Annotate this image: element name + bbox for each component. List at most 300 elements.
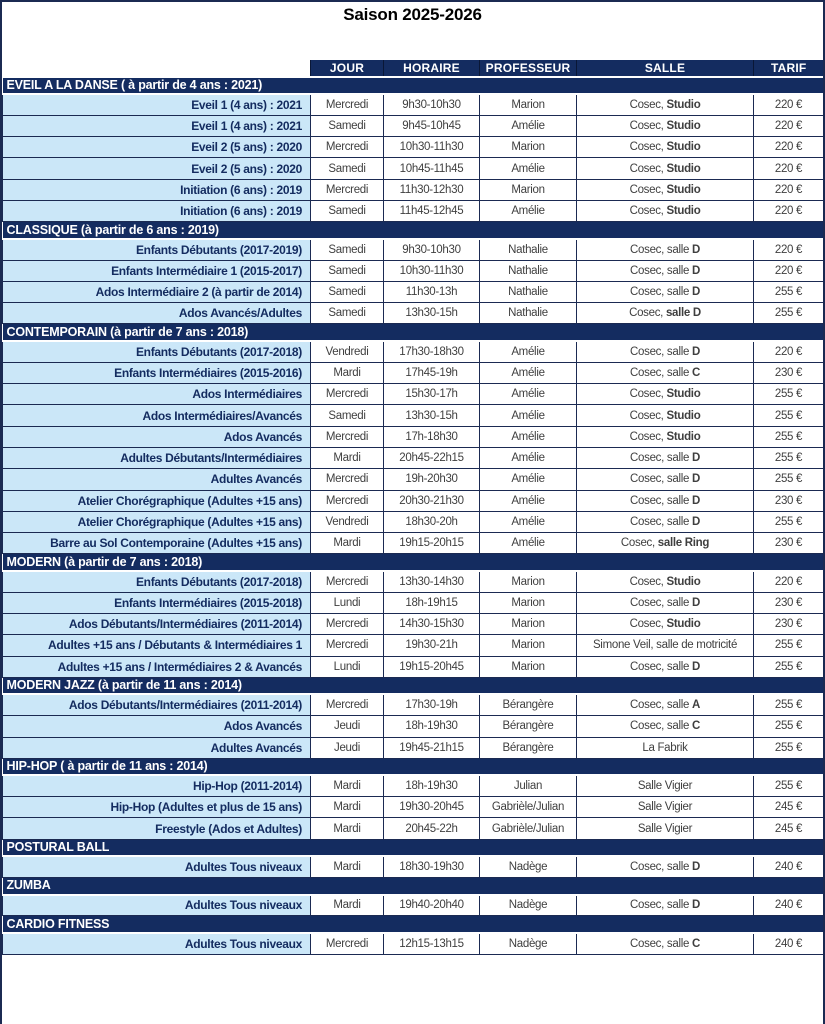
- salle-text: Simone Veil, salle de motricité: [592, 639, 738, 652]
- table-row: [3, 775, 824, 796]
- section-header: [3, 758, 824, 775]
- table-row: [3, 281, 824, 302]
- cell-tarif: 255 €: [754, 737, 824, 758]
- column-header-professeur: PROFESSEUR: [480, 60, 577, 77]
- cell-tarif: 240 €: [754, 895, 824, 916]
- cell-professeur: Nadège: [480, 933, 577, 954]
- table-row: [3, 895, 824, 916]
- salle-text: Cosec, salle: [630, 243, 692, 256]
- cell-course-label: Ados Avancés/Adultes: [3, 303, 311, 324]
- cell-professeur: Amélie: [480, 362, 577, 383]
- salle-text: Cosec, salle: [630, 720, 692, 733]
- cell-tarif: 255 €: [754, 511, 824, 532]
- salle-text-bold: Studio: [666, 430, 701, 443]
- cell-salle: [577, 362, 754, 383]
- cell-horaire: 9h30-10h30: [384, 239, 480, 260]
- cell-salle: [577, 614, 754, 635]
- salle-text-bold: C: [691, 720, 700, 733]
- cell-course-label: Ados Débutants/Intermédiaires (2011-2014): [3, 694, 311, 715]
- cell-jour: Samedi: [311, 239, 384, 260]
- cell-horaire: 17h30-19h: [384, 694, 480, 715]
- cell-salle: [577, 571, 754, 592]
- salle-text-bold: D: [691, 473, 700, 486]
- cell-jour: Mercredi: [311, 137, 384, 158]
- cell-horaire: 12h15-13h15: [384, 933, 480, 954]
- cell-salle: [577, 856, 754, 877]
- cell-professeur: Marion: [480, 592, 577, 613]
- cell-horaire: 19h40-20h40: [384, 895, 480, 916]
- salle-text-bold: D: [691, 861, 700, 874]
- salle-text-bold: Studio: [666, 141, 701, 154]
- cell-horaire: 9h30-10h30: [384, 94, 480, 115]
- cell-course-label: Initiation (6 ans) : 2019: [3, 179, 311, 200]
- table-row: [3, 469, 824, 490]
- cell-course-label: Enfants Débutants (2017-2019): [3, 239, 311, 260]
- cell-tarif: 240 €: [754, 933, 824, 954]
- cell-course-label: Ados Avancés: [3, 426, 311, 447]
- cell-professeur: Amélie: [480, 405, 577, 426]
- salle-text: Cosec,: [629, 98, 667, 111]
- cell-tarif: 230 €: [754, 490, 824, 511]
- salle-text: Cosec,: [629, 162, 667, 175]
- cell-jour: Mardi: [311, 362, 384, 383]
- cell-horaire: 20h30-21h30: [384, 490, 480, 511]
- cell-salle: [577, 426, 754, 447]
- salle-text-bold: Studio: [666, 205, 701, 218]
- schedule-table: [2, 60, 824, 955]
- section-header-label: CLASSIQUE (à partir de 6 ans : 2019): [3, 222, 824, 239]
- cell-tarif: 220 €: [754, 94, 824, 115]
- cell-tarif: 255 €: [754, 656, 824, 677]
- cell-salle: [577, 200, 754, 221]
- cell-salle: [577, 405, 754, 426]
- cell-salle: [577, 818, 754, 839]
- cell-tarif: 230 €: [754, 592, 824, 613]
- cell-course-label: Ados Débutants/Intermédiaires (2011-2014): [3, 614, 311, 635]
- cell-course-label: Adultes +15 ans / Débutants & Intermédiaires 1: [3, 635, 311, 656]
- salle-text-bold: Studio: [666, 618, 701, 631]
- section-header: [3, 677, 824, 694]
- cell-salle: [577, 239, 754, 260]
- cell-professeur: Amélie: [480, 426, 577, 447]
- cell-professeur: Nathalie: [480, 281, 577, 302]
- cell-professeur: Amélie: [480, 533, 577, 554]
- cell-professeur: Marion: [480, 656, 577, 677]
- cell-salle: [577, 635, 754, 656]
- cell-course-label: Eveil 1 (4 ans) : 2021: [3, 115, 311, 136]
- cell-professeur: Bérangère: [480, 694, 577, 715]
- cell-horaire: 17h-18h30: [384, 426, 480, 447]
- cell-horaire: 19h-20h30: [384, 469, 480, 490]
- cell-horaire: 11h45-12h45: [384, 200, 480, 221]
- section-header: [3, 77, 824, 94]
- salle-text: Cosec, salle: [630, 452, 692, 465]
- cell-course-label: Ados Avancés: [3, 716, 311, 737]
- cell-tarif: 220 €: [754, 341, 824, 362]
- cell-horaire: 18h30-20h: [384, 511, 480, 532]
- cell-salle: [577, 260, 754, 281]
- cell-course-label: Adultes +15 ans / Intermédiaires 2 & Avancés: [3, 656, 311, 677]
- column-header-blank: [3, 60, 311, 77]
- salle-text: Cosec,: [620, 537, 658, 550]
- section-header-label: MODERN (à partir de 7 ans : 2018): [3, 554, 824, 571]
- cell-course-label: Eveil 2 (5 ans) : 2020: [3, 137, 311, 158]
- salle-text-bold: Studio: [666, 162, 701, 175]
- cell-jour: Mercredi: [311, 94, 384, 115]
- cell-professeur: Nathalie: [480, 260, 577, 281]
- column-header-horaire: HORAIRE: [384, 60, 480, 77]
- cell-course-label: Ados Intermédiaire 2 (à partir de 2014): [3, 281, 311, 302]
- cell-jour: Mercredi: [311, 490, 384, 511]
- cell-horaire: 10h45-11h45: [384, 158, 480, 179]
- cell-jour: Samedi: [311, 405, 384, 426]
- table-row: [3, 737, 824, 758]
- cell-professeur: Nathalie: [480, 239, 577, 260]
- cell-professeur: Gabrièle/Julian: [480, 797, 577, 818]
- salle-text-bold: D: [691, 899, 700, 912]
- cell-course-label: Hip-Hop (Adultes et plus de 15 ans): [3, 797, 311, 818]
- salle-text: Cosec, salle: [630, 473, 692, 486]
- cell-horaire: 13h30-14h30: [384, 571, 480, 592]
- salle-text: Salle Vigier: [637, 822, 693, 835]
- table-row: [3, 797, 824, 818]
- table-row: [3, 341, 824, 362]
- cell-horaire: 11h30-12h30: [384, 179, 480, 200]
- cell-tarif: 255 €: [754, 469, 824, 490]
- table-row: [3, 656, 824, 677]
- cell-professeur: Marion: [480, 635, 577, 656]
- column-header-salle: SALLE: [577, 60, 754, 77]
- cell-jour: Mercredi: [311, 571, 384, 592]
- cell-course-label: Eveil 2 (5 ans) : 2020: [3, 158, 311, 179]
- salle-text-bold: D: [691, 243, 700, 256]
- cell-professeur: Bérangère: [480, 716, 577, 737]
- cell-salle: [577, 933, 754, 954]
- cell-horaire: 17h30-18h30: [384, 341, 480, 362]
- cell-horaire: 10h30-11h30: [384, 137, 480, 158]
- table-row: [3, 614, 824, 635]
- table-row: [3, 571, 824, 592]
- table-row: [3, 490, 824, 511]
- salle-text: Cosec,: [629, 119, 667, 132]
- cell-tarif: 255 €: [754, 303, 824, 324]
- cell-salle: [577, 490, 754, 511]
- table-row: [3, 260, 824, 281]
- cell-jour: Mercredi: [311, 614, 384, 635]
- cell-professeur: Gabrièle/Julian: [480, 818, 577, 839]
- salle-text-bold: D: [691, 660, 700, 673]
- cell-course-label: Ados Intermédiaires/Avancés: [3, 405, 311, 426]
- table-row: [3, 405, 824, 426]
- cell-jour: Mardi: [311, 818, 384, 839]
- cell-jour: Mardi: [311, 447, 384, 468]
- cell-jour: Jeudi: [311, 737, 384, 758]
- cell-course-label: Atelier Chorégraphique (Adultes +15 ans): [3, 490, 311, 511]
- section-header: [3, 839, 824, 856]
- cell-salle: [577, 592, 754, 613]
- cell-course-label: Initiation (6 ans) : 2019: [3, 200, 311, 221]
- cell-tarif: 230 €: [754, 362, 824, 383]
- cell-course-label: Eveil 1 (4 ans) : 2021: [3, 94, 311, 115]
- cell-tarif: 255 €: [754, 716, 824, 737]
- cell-salle: [577, 384, 754, 405]
- cell-salle: [577, 895, 754, 916]
- cell-jour: Samedi: [311, 158, 384, 179]
- cell-tarif: 220 €: [754, 239, 824, 260]
- salle-text: Cosec,: [629, 183, 667, 196]
- cell-horaire: 17h45-19h: [384, 362, 480, 383]
- salle-text: Cosec, salle: [630, 264, 692, 277]
- cell-horaire: 19h30-21h: [384, 635, 480, 656]
- cell-jour: Mercredi: [311, 426, 384, 447]
- cell-salle: [577, 303, 754, 324]
- cell-horaire: 13h30-15h: [384, 303, 480, 324]
- table-row: [3, 384, 824, 405]
- cell-tarif: 220 €: [754, 260, 824, 281]
- cell-professeur: Amélie: [480, 447, 577, 468]
- salle-text-bold: salle Ring: [657, 537, 710, 550]
- cell-salle: [577, 158, 754, 179]
- cell-horaire: 9h45-10h45: [384, 115, 480, 136]
- table-row: [3, 856, 824, 877]
- cell-salle: [577, 179, 754, 200]
- cell-horaire: 18h-19h30: [384, 775, 480, 796]
- section-header-label: HIP-HOP ( à partir de 11 ans : 2014): [3, 758, 824, 775]
- cell-course-label: Ados Intermédiaires: [3, 384, 311, 405]
- cell-course-label: Adultes Tous niveaux: [3, 895, 311, 916]
- section-header-label: ZUMBA: [3, 878, 824, 895]
- cell-horaire: 14h30-15h30: [384, 614, 480, 635]
- column-header-row: [3, 60, 824, 77]
- salle-text-bold: D: [691, 452, 700, 465]
- cell-jour: Samedi: [311, 303, 384, 324]
- table-row: [3, 933, 824, 954]
- salle-text: Cosec,: [629, 205, 667, 218]
- cell-salle: [577, 94, 754, 115]
- cell-jour: Jeudi: [311, 716, 384, 737]
- table-row: [3, 179, 824, 200]
- section-header: [3, 878, 824, 895]
- table-row: [3, 115, 824, 136]
- schedule-body: [3, 77, 824, 954]
- salle-text-bold: C: [691, 366, 700, 379]
- cell-salle: [577, 281, 754, 302]
- cell-professeur: Nadège: [480, 895, 577, 916]
- cell-professeur: Amélie: [480, 469, 577, 490]
- cell-jour: Mardi: [311, 533, 384, 554]
- cell-horaire: 11h30-13h: [384, 281, 480, 302]
- cell-professeur: Amélie: [480, 158, 577, 179]
- salle-text: Cosec, salle: [630, 494, 692, 507]
- table-row: [3, 694, 824, 715]
- column-header-jour: JOUR: [311, 60, 384, 77]
- section-header: [3, 554, 824, 571]
- cell-course-label: Enfants Intermédiaire 1 (2015-2017): [3, 260, 311, 281]
- salle-text-bold: D: [691, 286, 700, 299]
- cell-professeur: Amélie: [480, 200, 577, 221]
- cell-course-label: Freestyle (Ados et Adultes): [3, 818, 311, 839]
- cell-salle: [577, 115, 754, 136]
- cell-professeur: Marion: [480, 614, 577, 635]
- cell-horaire: 18h30-19h30: [384, 856, 480, 877]
- cell-jour: Samedi: [311, 115, 384, 136]
- cell-horaire: 19h45-21h15: [384, 737, 480, 758]
- title-area: [2, 2, 823, 60]
- cell-tarif: 255 €: [754, 447, 824, 468]
- cell-professeur: Marion: [480, 94, 577, 115]
- salle-text-bold: D: [691, 345, 700, 358]
- table-row: [3, 362, 824, 383]
- table-row: [3, 533, 824, 554]
- salle-text: Cosec, salle: [630, 596, 692, 609]
- cell-horaire: 19h30-20h45: [384, 797, 480, 818]
- salle-text: Cosec, salle: [630, 345, 692, 358]
- cell-professeur: Nathalie: [480, 303, 577, 324]
- cell-tarif: 230 €: [754, 533, 824, 554]
- salle-text-bold: Studio: [666, 409, 701, 422]
- salle-text: Salle Vigier: [637, 801, 693, 814]
- cell-course-label: Adultes Débutants/Intermédiaires: [3, 447, 311, 468]
- salle-text: Cosec,: [629, 618, 667, 631]
- table-row: [3, 426, 824, 447]
- salle-text: Cosec,: [629, 409, 667, 422]
- cell-professeur: Amélie: [480, 490, 577, 511]
- cell-tarif: 255 €: [754, 405, 824, 426]
- salle-text: Cosec,: [629, 141, 667, 154]
- salle-text: Cosec, salle: [630, 286, 692, 299]
- cell-professeur: Julian: [480, 775, 577, 796]
- salle-text-bold: Studio: [666, 98, 701, 111]
- cell-tarif: 255 €: [754, 384, 824, 405]
- section-header: [3, 324, 824, 341]
- cell-course-label: Enfants Débutants (2017-2018): [3, 341, 311, 362]
- cell-salle: [577, 341, 754, 362]
- salle-text-bold: Studio: [666, 575, 701, 588]
- cell-jour: Vendredi: [311, 511, 384, 532]
- section-header-label: POSTURAL BALL: [3, 839, 824, 856]
- cell-course-label: Hip-Hop (2011-2014): [3, 775, 311, 796]
- cell-tarif: 255 €: [754, 635, 824, 656]
- cell-jour: Lundi: [311, 656, 384, 677]
- cell-salle: [577, 447, 754, 468]
- cell-course-label: Enfants Intermédiaires (2015-2018): [3, 592, 311, 613]
- salle-text: Cosec, salle: [630, 699, 692, 712]
- cell-horaire: 15h30-17h: [384, 384, 480, 405]
- cell-salle: [577, 797, 754, 818]
- cell-course-label: Atelier Chorégraphique (Adultes +15 ans): [3, 511, 311, 532]
- cell-professeur: Amélie: [480, 115, 577, 136]
- cell-jour: Mardi: [311, 775, 384, 796]
- salle-text: Cosec, salle: [630, 660, 692, 673]
- salle-text: Cosec,: [629, 307, 666, 320]
- cell-professeur: Bérangère: [480, 737, 577, 758]
- cell-jour: Samedi: [311, 200, 384, 221]
- cell-professeur: Marion: [480, 571, 577, 592]
- section-header: [3, 222, 824, 239]
- salle-text-bold: D: [691, 515, 700, 528]
- cell-salle: [577, 737, 754, 758]
- salle-text-bold: D: [691, 596, 700, 609]
- cell-tarif: 220 €: [754, 571, 824, 592]
- cell-course-label: Adultes Avancés: [3, 469, 311, 490]
- cell-salle: [577, 469, 754, 490]
- section-header-label: CONTEMPORAIN (à partir de 7 ans : 2018): [3, 324, 824, 341]
- cell-jour: Mercredi: [311, 179, 384, 200]
- section-header-label: CARDIO FITNESS: [3, 916, 824, 933]
- table-row: [3, 511, 824, 532]
- salle-text: Cosec,: [629, 575, 667, 588]
- cell-horaire: 19h15-20h15: [384, 533, 480, 554]
- table-row: [3, 447, 824, 468]
- cell-course-label: Enfants Intermédiaires (2015-2016): [3, 362, 311, 383]
- cell-jour: Mercredi: [311, 469, 384, 490]
- table-row: [3, 592, 824, 613]
- salle-text: Salle Vigier: [637, 780, 693, 793]
- cell-course-label: Barre au Sol Contemporaine (Adultes +15 ans): [3, 533, 311, 554]
- cell-jour: Mercredi: [311, 635, 384, 656]
- table-row: [3, 303, 824, 324]
- cell-jour: Mardi: [311, 856, 384, 877]
- cell-course-label: Adultes Avancés: [3, 737, 311, 758]
- cell-tarif: 230 €: [754, 614, 824, 635]
- cell-jour: Mercredi: [311, 933, 384, 954]
- table-row: [3, 635, 824, 656]
- cell-tarif: 255 €: [754, 694, 824, 715]
- section-header: [3, 916, 824, 933]
- cell-professeur: Amélie: [480, 341, 577, 362]
- cell-horaire: 19h15-20h45: [384, 656, 480, 677]
- cell-horaire: 18h-19h30: [384, 716, 480, 737]
- salle-text: Cosec,: [629, 430, 667, 443]
- salle-text: La Fabrik: [642, 741, 688, 754]
- cell-professeur: Marion: [480, 179, 577, 200]
- salle-text-bold: C: [691, 937, 700, 950]
- cell-horaire: 13h30-15h: [384, 405, 480, 426]
- table-row: [3, 716, 824, 737]
- table-row: [3, 239, 824, 260]
- cell-tarif: 220 €: [754, 158, 824, 179]
- cell-course-label: Adultes Tous niveaux: [3, 856, 311, 877]
- column-header-tarif: TARIF: [754, 60, 824, 77]
- cell-salle: [577, 775, 754, 796]
- cell-professeur: Marion: [480, 137, 577, 158]
- page-title: Saison 2025-2026: [343, 5, 482, 24]
- salle-text-bold: D: [691, 264, 700, 277]
- cell-horaire: 20h45-22h15: [384, 447, 480, 468]
- cell-horaire: 18h-19h15: [384, 592, 480, 613]
- salle-text: Cosec,: [629, 388, 667, 401]
- cell-horaire: 10h30-11h30: [384, 260, 480, 281]
- salle-text-bold: Studio: [666, 119, 701, 132]
- cell-professeur: Nadège: [480, 856, 577, 877]
- cell-jour: Samedi: [311, 281, 384, 302]
- cell-jour: Mercredi: [311, 384, 384, 405]
- cell-tarif: 240 €: [754, 856, 824, 877]
- cell-tarif: 255 €: [754, 426, 824, 447]
- cell-tarif: 220 €: [754, 179, 824, 200]
- cell-salle: [577, 511, 754, 532]
- cell-jour: Vendredi: [311, 341, 384, 362]
- section-header-label: EVEIL A LA DANSE ( à partir de 4 ans : 2021): [3, 77, 824, 94]
- cell-jour: Lundi: [311, 592, 384, 613]
- cell-horaire: 20h45-22h: [384, 818, 480, 839]
- section-header-label: MODERN JAZZ (à partir de 11 ans : 2014): [3, 677, 824, 694]
- salle-text: Cosec, salle: [630, 899, 692, 912]
- cell-jour: Mardi: [311, 895, 384, 916]
- salle-text: Cosec, salle: [630, 861, 692, 874]
- cell-tarif: 220 €: [754, 137, 824, 158]
- cell-salle: [577, 694, 754, 715]
